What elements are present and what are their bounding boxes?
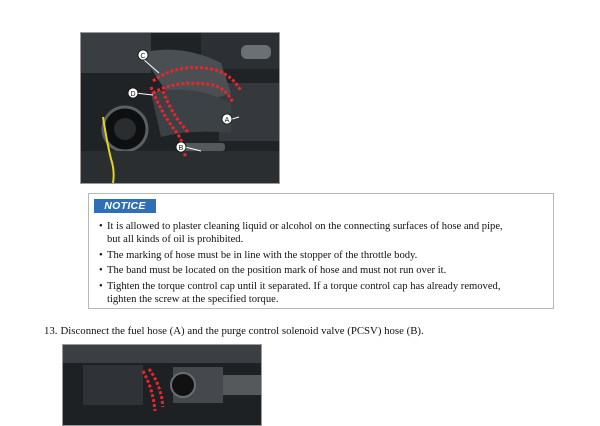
notice-item (99, 220, 545, 247)
notice-item-line: Tighten the torque control cap until it separated. If a torque control cap has already removed, (107, 280, 501, 292)
notice-item-line: The marking of hose must be in line with the stopper of the throttle body. (107, 249, 418, 261)
notice-item-line: but all kinds of oil is prohibited. (107, 234, 244, 246)
notice-item-line: tighten the screw at the specified torque. (107, 294, 279, 306)
step-number: 13. (44, 325, 58, 337)
notice-item-line: It is allowed to plaster cleaning liquid or alcohol on the connecting surfaces of hose and pipe, (107, 221, 503, 232)
engine-photo-top-drawing (81, 33, 279, 183)
callout-c: C (140, 53, 146, 60)
callout-d: D (130, 91, 136, 98)
bullet-icon: • (99, 249, 103, 261)
callout-a: A (224, 117, 230, 124)
bullet-icon: • (99, 265, 103, 277)
notice-box (88, 193, 554, 309)
notice-badge: NOTICE (94, 199, 156, 213)
notice-item-line: The band must be located on the position mark of hose and must not run over it. (107, 265, 447, 277)
step-text: Disconnect the fuel hose (A) and the purge control solenoid valve (PCSV) hose (B). (60, 325, 424, 337)
engine-photo-bottom-drawing (63, 345, 261, 425)
bullet-icon: • (99, 280, 103, 292)
engine-photo-top (80, 32, 280, 184)
engine-photo-bottom (62, 344, 262, 426)
step-instruction (44, 324, 424, 338)
notice-item (99, 264, 545, 277)
notice-list (99, 220, 545, 308)
notice-item (99, 280, 545, 307)
callout-b: B (178, 145, 184, 152)
notice-item (99, 249, 545, 262)
bullet-icon: • (99, 221, 103, 232)
